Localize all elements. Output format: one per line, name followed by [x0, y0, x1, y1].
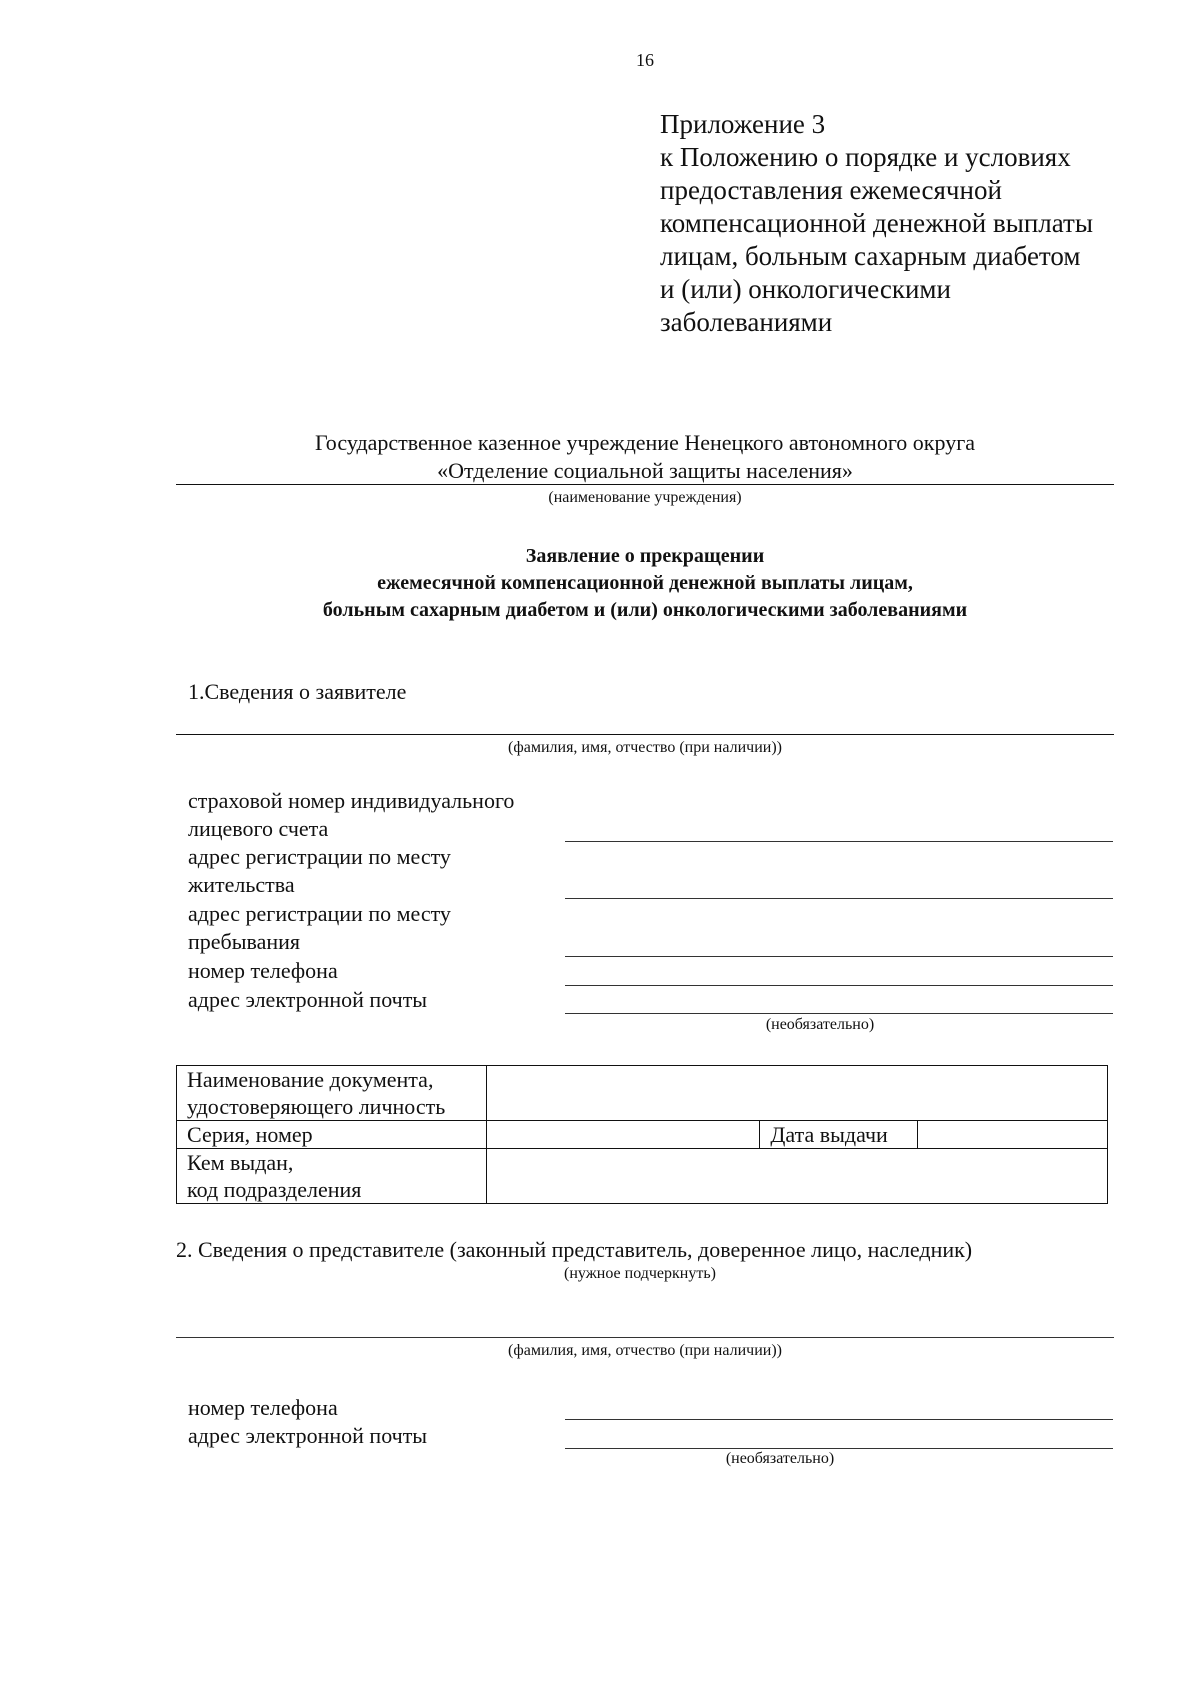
institution-name-line1: Государственное казенное учреждение Ненецкого автономного округа	[315, 430, 975, 455]
issued-by-value-cell[interactable]	[486, 1149, 1107, 1204]
applicant-email-optional: (необязательно)	[765, 1016, 875, 1033]
representative-phone-label: номер телефона	[188, 1395, 338, 1420]
representative-section-heading: 2. Сведения о представителе (законный представитель, доверенное лицо, наследник)	[176, 1237, 973, 1262]
snils-field[interactable]	[565, 841, 1113, 842]
appendix-line: к Положению о порядке и условиях	[660, 142, 1071, 172]
applicant-fio-field[interactable]	[176, 734, 1114, 735]
representative-fio-caption: (фамилия, имя, отчество (при наличии))	[508, 1342, 782, 1359]
representative-phone-field[interactable]	[565, 1419, 1113, 1420]
title-line3: больным сахарным диабетом и (или) онкологическими заболеваниями	[322, 599, 968, 621]
snils-label: страховой номер индивидуального лицевого счета	[188, 788, 515, 841]
institution-caption: (наименование учреждения)	[548, 489, 742, 506]
appendix-line: заболеваниями	[660, 307, 833, 337]
issued-by-label: Кем выдан, код подразделения	[177, 1149, 487, 1204]
representative-email-label: адрес электронной почты	[188, 1423, 428, 1448]
issue-date-value-cell[interactable]	[918, 1121, 1108, 1149]
institution-underline	[176, 484, 1114, 485]
doc-name-label: Наименование документа, удостоверяющего личность	[177, 1066, 487, 1121]
stay-address-label: адрес регистрации по месту пребывания	[188, 901, 451, 954]
document-title	[176, 543, 1114, 624]
representative-fio-field[interactable]	[176, 1337, 1114, 1338]
residence-address-field[interactable]	[565, 898, 1113, 899]
series-number-value-cell[interactable]	[486, 1121, 760, 1149]
appendix-line: и (или) онкологическими	[660, 274, 951, 304]
applicant-section-heading: 1.Сведения о заявителе	[188, 679, 407, 704]
applicant-phone-field[interactable]	[565, 985, 1113, 986]
applicant-phone-label: номер телефона	[188, 958, 338, 983]
page-number: 16	[636, 50, 654, 70]
applicant-fio-caption: (фамилия, имя, отчество (при наличии))	[508, 739, 782, 756]
appendix-line: лицам, больным сахарным диабетом	[660, 241, 1081, 271]
representative-underline-note: (нужное подчеркнуть)	[564, 1265, 716, 1282]
representative-email-optional: (необязательно)	[725, 1450, 835, 1467]
series-number-label: Серия, номер	[177, 1121, 487, 1149]
appendix-line: предоставления ежемесячной	[660, 175, 1002, 205]
appendix-line: Приложение 3	[660, 109, 826, 139]
title-line1: Заявление о прекращении	[525, 545, 765, 567]
appendix-block	[660, 108, 1093, 339]
applicant-email-label: адрес электронной почты	[188, 987, 428, 1012]
applicant-email-field[interactable]	[565, 1013, 1113, 1014]
title-line2: ежемесячной компенсационной денежной выплаты лицам,	[377, 572, 913, 594]
identity-document-table	[176, 1065, 1108, 1204]
representative-email-field[interactable]	[565, 1448, 1113, 1449]
stay-address-field[interactable]	[565, 956, 1113, 957]
institution-name-line2: «Отделение социальной защиты населения»	[437, 458, 853, 483]
issue-date-label: Дата выдачи	[760, 1121, 918, 1149]
doc-name-value-cell[interactable]	[486, 1066, 1107, 1121]
appendix-line: компенсационной денежной выплаты	[660, 208, 1093, 238]
residence-address-label: адрес регистрации по месту жительства	[188, 844, 451, 897]
